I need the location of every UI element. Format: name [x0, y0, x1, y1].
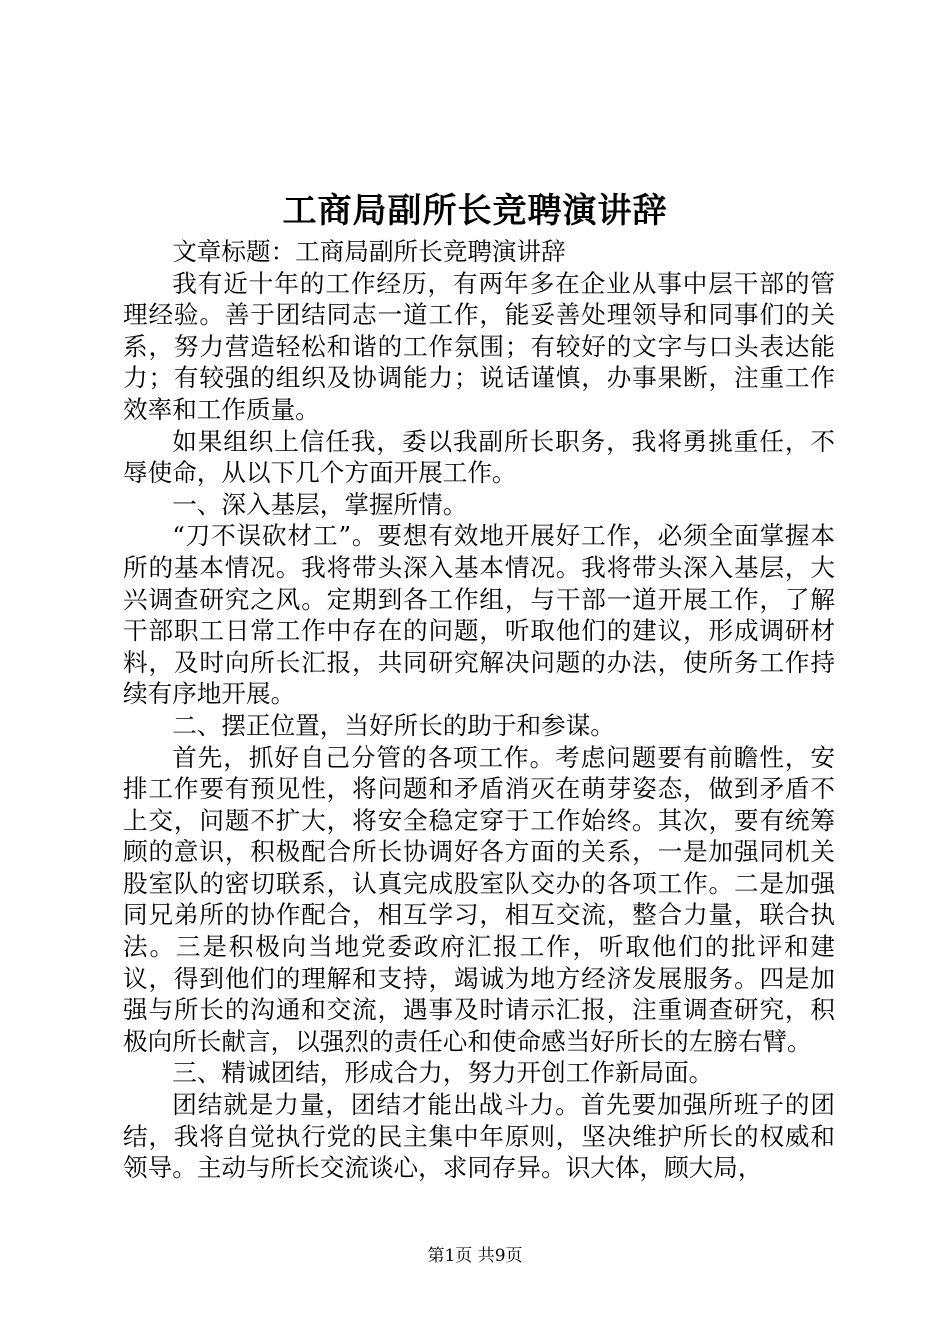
paragraph-section-1: “刀不误砍材工”。要想有效地开展好工作，必须全面掌握本所的基本情况。我将带头深入基本情况。我将带头深入基层，大兴调查研究之风。定期到各工作组，与干部一道开展工作，了解干部职工日常工作中存在的问题，听取他们的建议，形成调研材料，及时向所长汇报，共同研究解决问题的办法，使所务工作持续有序地开展。	[123, 521, 835, 709]
paragraph-section-3: 团结就是力量，团结才能出战斗力。首先要加强所班子的团结，我将自觉执行党的民主集中年原则，坚决维护所长的权威和领导。主动与所长交流谈心，求同存异。识大体，顾大局，	[123, 1090, 835, 1183]
paragraph-section-2: 首先，抓好自己分管的各项工作。考虑问题要有前瞻性，安排工作要有预见性，将问题和矛盾消灭在萌芽姿态，做到矛盾不上交，问题不扩大，将安全稳定穿于工作始终。其次，要有统筹顾的意识，积极配合所长协调好各方面的关系，一是加强同机关股室队的密切联系，认真完成股室队交办的各项工作。二是加强同兄弟所的协作配合，相互学习，相互交流，整合力量，联合执法。三是积极向当地党委政府汇报工作，听取他们的批评和建议，得到他们的理解和支持，竭诚为地方经济发展服务。四是加强与所长的沟通和交流，遇事及时请示汇报，注重调查研究，积极向所长献言，以强烈的责任心和使命感当好所长的左膀右臂。	[123, 742, 835, 1056]
page-number: 第1页 共9页	[427, 1246, 523, 1266]
document-body	[123, 236, 835, 1184]
paragraph-article-title: 文章标题：工商局副所长竞聘演讲辞	[172, 237, 566, 266]
section-heading-1: 一、深入基层，掌握所情。	[172, 489, 468, 519]
paragraph-commitment: 如果组织上信任我，委以我副所长职务，我将勇挑重任，不辱使命，从以下几个方面开展工作。	[123, 426, 835, 488]
section-heading-3: 三、精诚团结，形成合力，努力开创工作新局面。	[172, 1058, 714, 1088]
document-title: 工商局副所长竞聘演讲辞	[282, 191, 668, 231]
section-heading-2: 二、摆正位置，当好所长的助于和参谋。	[172, 710, 615, 740]
paragraph-experience: 我有近十年的工作经历，有两年多在企业从事中层干部的管理经验。善于团结同志一道工作，能妥善处理领导和同事们的关系，努力营造轻松和谐的工作氛围；有较好的文字与口头表达能力；有较强的组织及协调能力；说话谨慎，办事果断，注重工作效率和工作质量。	[123, 268, 835, 424]
